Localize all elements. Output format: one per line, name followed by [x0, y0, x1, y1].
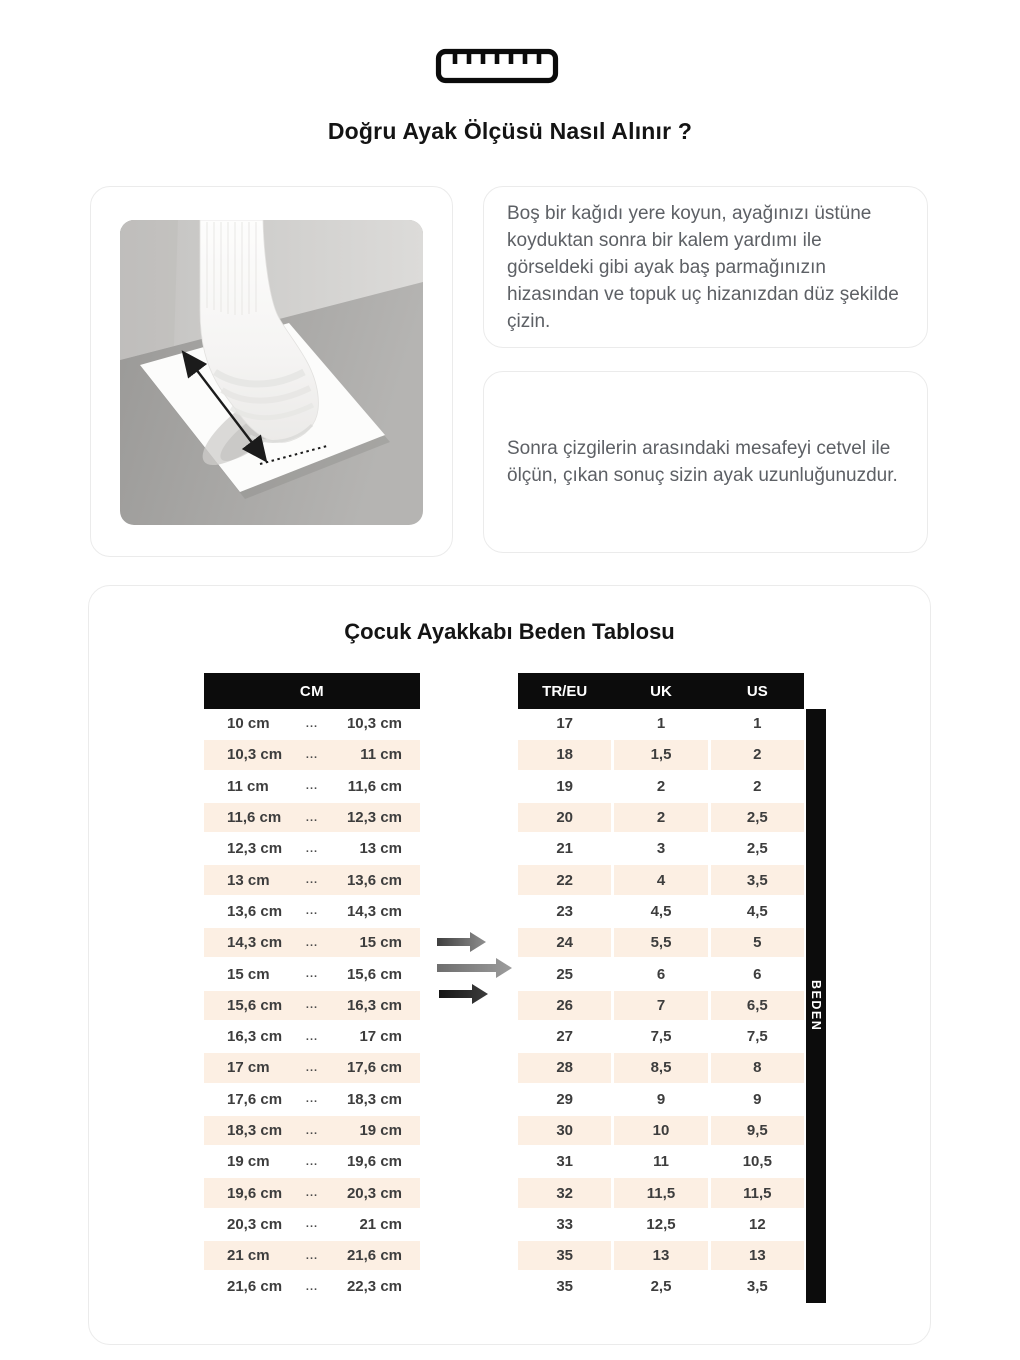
range-separator: ...	[305, 811, 319, 824]
size-uk-value: 13	[614, 1241, 707, 1270]
cm-to-value: 21 cm	[359, 1215, 402, 1233]
range-separator: ...	[305, 999, 319, 1012]
cm-range-row	[204, 1210, 420, 1239]
range-separator: ...	[305, 1280, 319, 1293]
cm-from-value: 15,6 cm	[227, 996, 283, 1014]
range-separator: ...	[305, 748, 319, 761]
cm-from-value: 21 cm	[227, 1247, 270, 1265]
size-row	[518, 1116, 804, 1145]
cm-to-value: 11 cm	[360, 746, 402, 764]
size-tr-eu-value: 26	[518, 991, 611, 1020]
size-us-value: 11,5	[711, 1178, 804, 1207]
size-uk-value: 9	[614, 1085, 707, 1114]
size-us-value: 9,5	[711, 1116, 804, 1145]
cm-from-value: 13 cm	[227, 871, 270, 889]
size-row	[518, 865, 804, 894]
cm-range-row	[204, 772, 420, 801]
range-separator: ...	[305, 1249, 319, 1262]
size-row	[518, 1272, 804, 1301]
cm-table-body	[204, 709, 420, 1302]
size-uk-value: 1	[614, 709, 707, 738]
cm-to-value: 22,3 cm	[346, 1278, 402, 1296]
cm-from-value: 18,3 cm	[227, 1122, 283, 1139]
size-tr-eu-value: 32	[518, 1178, 611, 1207]
cm-from-value: 12,3 cm	[227, 840, 283, 858]
cm-to-value: 12,3 cm	[346, 809, 402, 827]
size-row	[518, 897, 804, 926]
cm-to-value: 19,6 cm	[346, 1153, 402, 1171]
cm-from-value: 11 cm	[227, 777, 269, 795]
size-row	[518, 1022, 804, 1051]
cm-from-value: 10,3 cm	[227, 746, 283, 764]
cm-to-value: 21,6 cm	[346, 1247, 402, 1265]
size-uk-value: 11	[614, 1147, 707, 1176]
range-separator: ...	[305, 780, 319, 793]
cm-from-value: 21,6 cm	[227, 1278, 283, 1296]
measurement-photo-card	[90, 186, 453, 557]
range-separator: ...	[305, 1093, 319, 1106]
cm-range-row	[204, 709, 420, 738]
range-separator: ...	[305, 1124, 319, 1137]
cm-from-value: 16,3 cm	[227, 1028, 283, 1046]
size-uk-value: 1,5	[614, 740, 707, 769]
size-us-value: 3,5	[711, 865, 804, 894]
size-uk-value: 10	[614, 1116, 707, 1145]
cm-to-value: 20,3 cm	[346, 1184, 402, 1202]
cm-from-value: 20,3 cm	[227, 1215, 283, 1233]
international-size-table	[518, 673, 804, 1302]
size-uk-value: 2	[614, 772, 707, 801]
range-separator: ...	[305, 874, 319, 887]
col-header-us: US	[746, 682, 768, 700]
size-row	[518, 959, 804, 988]
size-tr-eu-value: 25	[518, 959, 611, 988]
size-row	[518, 709, 804, 738]
size-us-value: 2	[711, 772, 804, 801]
size-row	[518, 1085, 804, 1114]
cm-table-header: CM	[204, 673, 420, 709]
size-uk-value: 4,5	[614, 897, 707, 926]
size-tr-eu-value: 22	[518, 865, 611, 894]
cm-to-value: 11,6 cm	[347, 777, 402, 795]
page-title: Doğru Ayak Ölçüsü Nasıl Alınır ?	[327, 118, 693, 144]
instruction-step-1-text: Boş bir kağıdı yere koyun, ayağınızı üstüne koyduktan sonra bir kalem yardımı ile görseldeki gibi ayak baş parmağınızın hizasından ve topuk uç hizanızdan düz şekilde çizin.	[507, 202, 899, 332]
size-row	[518, 740, 804, 769]
size-tr-eu-value: 17	[518, 709, 611, 738]
size-us-value: 12	[711, 1210, 804, 1239]
size-tr-eu-value: 29	[518, 1085, 611, 1114]
cm-range-row	[204, 1178, 420, 1207]
size-tr-eu-value: 28	[518, 1053, 611, 1082]
cm-to-value: 18,3 cm	[346, 1090, 402, 1108]
size-uk-value: 7	[614, 991, 707, 1020]
cm-to-value: 17 cm	[359, 1028, 402, 1046]
size-us-value: 4,5	[711, 897, 804, 926]
size-uk-value: 11,5	[614, 1178, 707, 1207]
size-row	[518, 1147, 804, 1176]
size-us-value: 10,5	[711, 1147, 804, 1176]
size-us-value: 5	[711, 928, 804, 957]
cm-to-value: 15,6 cm	[346, 965, 402, 983]
size-uk-value: 5,5	[614, 928, 707, 957]
size-uk-value: 7,5	[614, 1022, 707, 1051]
size-us-value: 9	[711, 1085, 804, 1114]
foot-measurement-photo	[120, 220, 423, 525]
cm-from-value: 15 cm	[227, 965, 270, 983]
cm-table	[204, 673, 420, 1302]
cm-to-value: 13,6 cm	[346, 871, 402, 889]
cm-to-value: 16,3 cm	[346, 996, 402, 1014]
size-tr-eu-value: 18	[518, 740, 611, 769]
size-uk-value: 2	[614, 803, 707, 832]
size-tr-eu-value: 35	[518, 1241, 611, 1270]
size-uk-value: 12,5	[614, 1210, 707, 1239]
cm-from-value: 19 cm	[227, 1153, 270, 1171]
mapping-arrows-icon	[434, 928, 516, 1010]
cm-range-row	[204, 1085, 420, 1114]
cm-from-value: 17 cm	[227, 1059, 270, 1077]
cm-range-row	[204, 1116, 420, 1145]
cm-from-value: 17,6 cm	[227, 1090, 283, 1108]
ruler-icon	[435, 48, 559, 84]
size-us-value: 2,5	[711, 803, 804, 832]
size-uk-value: 4	[614, 865, 707, 894]
size-row	[518, 803, 804, 832]
cm-from-value: 14,3 cm	[227, 934, 283, 952]
size-tr-eu-value: 27	[518, 1022, 611, 1051]
cm-to-value: 17,6 cm	[346, 1059, 402, 1077]
instruction-step-2-text: Sonra çizgilerin arasındaki mesafeyi cetvel ile ölçün, çıkan sonuç sizin ayak uzunluğunuzdur.	[507, 438, 898, 486]
size-us-value: 2	[711, 740, 804, 769]
col-header-uk: UK	[650, 682, 672, 700]
cm-from-value: 19,6 cm	[227, 1184, 283, 1202]
beden-side-label: BEDEN	[809, 980, 823, 1032]
instruction-card-1	[483, 186, 928, 348]
cm-range-row	[204, 1147, 420, 1176]
range-separator: ...	[305, 1155, 319, 1168]
size-row	[518, 772, 804, 801]
size-us-value: 6,5	[711, 991, 804, 1020]
range-separator: ...	[305, 905, 319, 918]
size-row	[518, 1053, 804, 1082]
size-uk-value: 3	[614, 834, 707, 863]
cm-range-row	[204, 1053, 420, 1082]
size-uk-value: 8,5	[614, 1053, 707, 1082]
size-table-header	[518, 673, 804, 709]
cm-range-row	[204, 1272, 420, 1301]
size-row	[518, 991, 804, 1020]
size-row	[518, 834, 804, 863]
range-separator: ...	[305, 717, 319, 730]
instruction-card-2	[483, 371, 928, 553]
range-separator: ...	[305, 936, 319, 949]
col-header-tr-eu: TR/EU	[542, 682, 588, 700]
cm-to-value: 15 cm	[359, 934, 402, 952]
range-separator: ...	[305, 968, 319, 981]
range-separator: ...	[305, 1030, 319, 1043]
cm-range-row	[204, 959, 420, 988]
size-table-card	[88, 585, 931, 1345]
beden-side-bar	[806, 709, 826, 1303]
cm-range-row	[204, 1241, 420, 1270]
cm-range-row	[204, 897, 420, 926]
size-row	[518, 1241, 804, 1270]
size-us-value: 6	[711, 959, 804, 988]
cm-to-value: 10,3 cm	[346, 715, 402, 733]
cm-from-value: 11,6 cm	[227, 809, 282, 827]
size-tr-eu-value: 19	[518, 772, 611, 801]
size-tr-eu-value: 35	[518, 1272, 611, 1301]
size-row	[518, 1210, 804, 1239]
range-separator: ...	[305, 1218, 319, 1231]
size-row	[518, 928, 804, 957]
size-us-value: 2,5	[711, 834, 804, 863]
cm-range-row	[204, 803, 420, 832]
size-tr-eu-value: 31	[518, 1147, 611, 1176]
size-tr-eu-value: 21	[518, 834, 611, 863]
size-us-value: 13	[711, 1241, 804, 1270]
cm-range-row	[204, 1022, 420, 1051]
cm-range-row	[204, 834, 420, 863]
size-row	[518, 1178, 804, 1207]
cm-from-value: 10 cm	[227, 715, 270, 733]
size-uk-value: 2,5	[614, 1272, 707, 1301]
size-us-value: 3,5	[711, 1272, 804, 1301]
size-us-value: 8	[711, 1053, 804, 1082]
cm-to-value: 19 cm	[359, 1122, 402, 1139]
size-tr-eu-value: 23	[518, 897, 611, 926]
cm-range-row	[204, 928, 420, 957]
range-separator: ...	[305, 842, 319, 855]
size-tr-eu-value: 24	[518, 928, 611, 957]
cm-range-row	[204, 865, 420, 894]
cm-to-value: 14,3 cm	[346, 902, 402, 920]
size-tr-eu-value: 30	[518, 1116, 611, 1145]
size-table-title: Çocuk Ayakkabı Beden Tablosu	[344, 619, 675, 644]
range-separator: ...	[305, 1187, 319, 1200]
size-tr-eu-value: 33	[518, 1210, 611, 1239]
range-separator: ...	[305, 1061, 319, 1074]
cm-from-value: 13,6 cm	[227, 902, 283, 920]
size-us-value: 1	[711, 709, 804, 738]
cm-to-value: 13 cm	[359, 840, 402, 858]
size-us-value: 7,5	[711, 1022, 804, 1051]
size-uk-value: 6	[614, 959, 707, 988]
cm-range-row	[204, 740, 420, 769]
cm-range-row	[204, 991, 420, 1020]
size-table-body	[518, 709, 804, 1302]
size-tr-eu-value: 20	[518, 803, 611, 832]
